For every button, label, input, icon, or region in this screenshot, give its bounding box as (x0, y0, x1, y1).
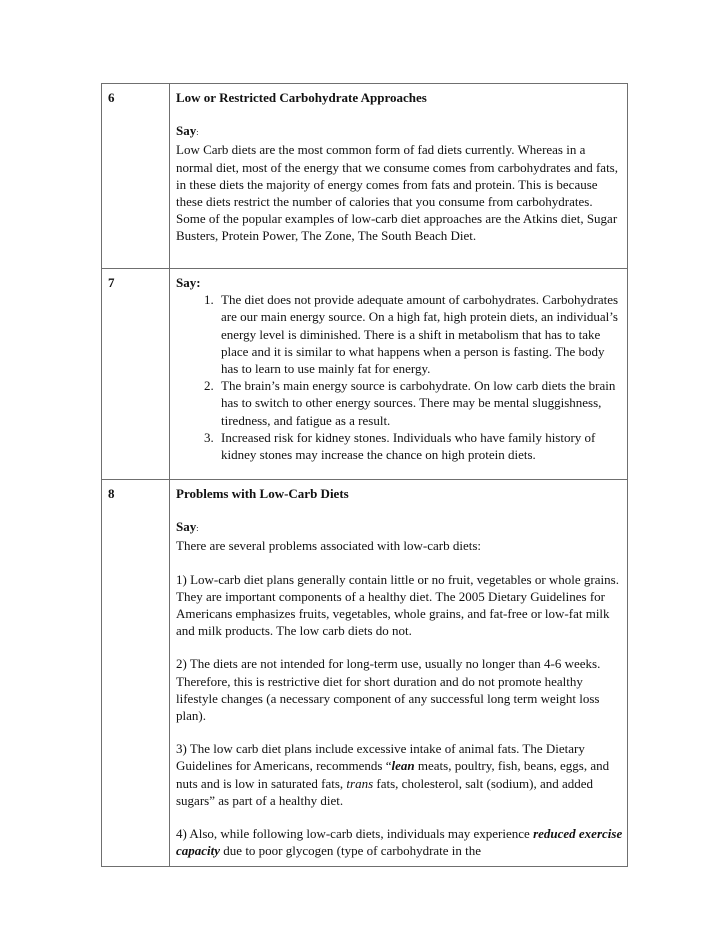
slide-notes-cell (170, 269, 628, 480)
list-item: 1. The diet does not provide adequate amount of carbohydrates. Carbohydrates are our main energy source. On a high fat, high protein diets, an individual’s energy level is diminished. There is a shift in metabolism that has to take place and it is similar to what happens when a person is fasting. The body has to learn to use mainly fat for energy. (217, 291, 623, 377)
list-item: 2. The brain’s main energy source is carbohydrate. On low carb diets the brain has to switch to other energy sources. There may be mental sluggishness, tiredness, and fatigue as a result. (217, 377, 623, 429)
slide-notes-cell (170, 84, 628, 269)
notes-paragraph: Low Carb diets are the most common form of fad diets currently. Whereas in a normal diet, most of the energy that we consume comes from carbohydrates and fats, in these diets the majority of energy comes from fats and protein. This is because these diets restrict the number of calories that you consume from carbohydrates. Some of the popular examples of low-carb diet approaches are the Atkins diet, Sugar Busters, Protein Power, The Zone, The South Beach Diet. (176, 142, 618, 244)
notes-paragraph: 1) Low-carb diet plans generally contain little or no fruit, vegetables or whole grains. They are important components of a healthy diet. The 2005 Dietary Guidelines for Americans emphasizes fruits, vegetables, whole grains, and fat-free or low-fat milk and milk products. The low carb diets do not. (176, 571, 619, 639)
emphasis-reduced-exercise: reduced exercise capacity (176, 826, 623, 859)
notes-paragraph: There are several problems associated with low-carb diets: (176, 538, 482, 554)
slide-notes-table (101, 83, 628, 867)
notes-paragraph: 3) The low carb diet plans include excessive intake of animal fats. The Dietary Guidelines for Americans, recommends “lean meats, poultry, fish, beans, eggs, and nuts and is low in saturated fats, trans fats, cholesterol, salt (sodium), and added sugars” as part of a healthy diet. (176, 741, 610, 808)
slide-number: 6 (102, 84, 170, 269)
notes-paragraph: 4) Also, while following low-carb diets, individuals may experience reduced exercise capacity due to poor glycogen (type of carbohydrate in the (176, 826, 623, 859)
section-heading: Problems with Low-Carb Diets (176, 486, 349, 501)
slide-notes-cell (170, 480, 628, 867)
emphasis-lean: lean (391, 758, 415, 774)
list-item: 3. Increased risk for kidney stones. Individuals who have family history of kidney stones may increase the chance on high protein diets. (217, 429, 623, 463)
slide-number: 8 (102, 480, 170, 867)
table-row (102, 84, 628, 269)
slide-number: 7 (102, 269, 170, 480)
numbered-list (176, 291, 623, 463)
emphasis-trans: trans (346, 775, 374, 791)
say-label: Say: (176, 275, 201, 290)
say-label: Say: (176, 519, 199, 535)
notes-paragraph: 2) The diets are not intended for long-term use, usually no longer than 4-6 weeks. Therefore, this is restrictive diet for short duration and do not promote healthy lifestyle changes (a necessary component of any successful long term weight loss plan). (176, 656, 601, 724)
section-heading: Low or Restricted Carbohydrate Approaches (176, 90, 427, 105)
table-row (102, 269, 628, 480)
table-row (102, 480, 628, 867)
say-label: Say: (176, 123, 199, 139)
